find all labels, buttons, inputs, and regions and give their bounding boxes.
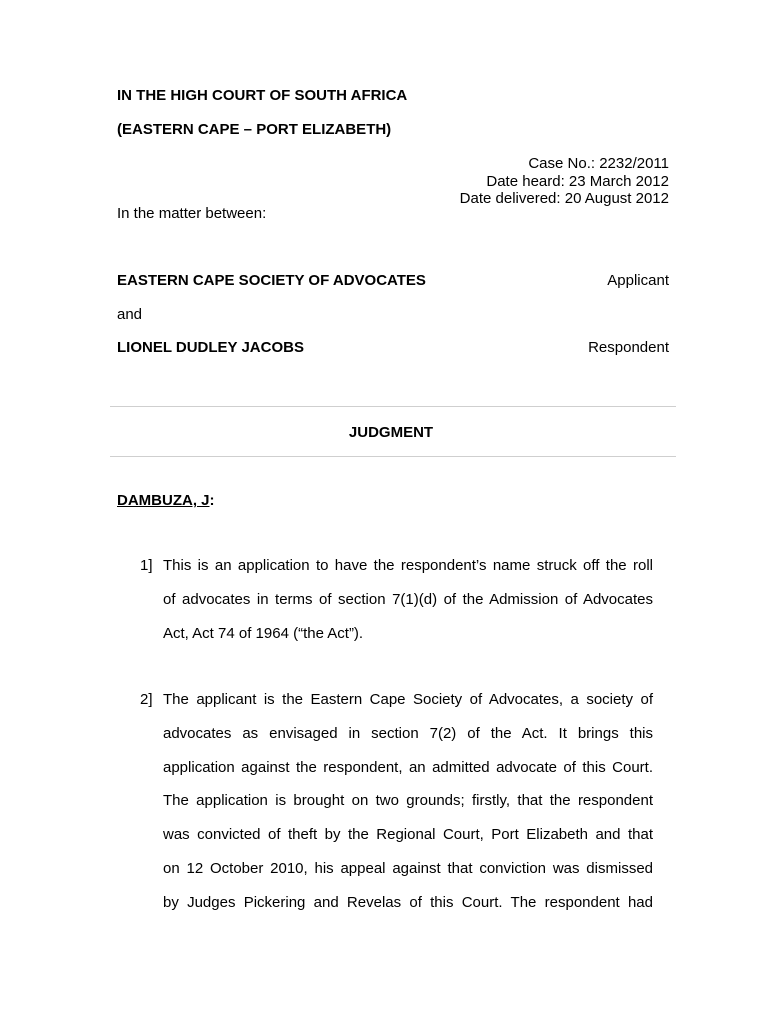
applicant-role: Applicant — [607, 272, 669, 289]
date-delivered: Date delivered: 20 August 2012 — [459, 190, 669, 207]
paragraph-line: The applicant is the Eastern Cape Society of Advocates, a society of — [163, 691, 653, 708]
paragraph-line: Act, Act 74 of 1964 (“the Act”). — [163, 624, 364, 642]
paragraph-line: advocates as envisaged in section 7(2) of the Act. It brings this — [163, 724, 653, 742]
court-division: (EASTERN CAPE – PORT ELIZABETH) — [117, 121, 392, 138]
paragraph-line: on 12 October 2010, his appeal against that conviction was dismissed — [163, 859, 653, 877]
paragraph-1 — [163, 549, 653, 650]
paragraph-number-2: 2] — [140, 691, 153, 708]
applicant-name: EASTERN CAPE SOCIETY OF ADVOCATES — [117, 272, 426, 289]
date-heard: Date heard: 23 March 2012 — [486, 172, 669, 190]
paragraph-line: This is an application to have the respondent’s name struck off the roll — [163, 557, 653, 574]
case-info — [460, 155, 669, 208]
judge-heading — [117, 492, 215, 509]
judge-suffix: : — [209, 492, 215, 509]
divider-bottom — [110, 456, 676, 457]
respondent-row — [117, 339, 669, 356]
judgment-title: JUDGMENT — [348, 424, 434, 441]
party-conjunction: and — [117, 306, 143, 323]
divider-top — [110, 406, 676, 407]
matter-intro: In the matter between: — [117, 205, 267, 222]
court-name: IN THE HIGH COURT OF SOUTH AFRICA — [117, 87, 408, 104]
paragraph-line: was convicted of theft by the Regional Court, Port Elizabeth and that — [163, 826, 653, 844]
paragraph-line: of advocates in terms of section 7(1)(d) of the Admission of Advocates — [163, 590, 653, 608]
paragraph-number-1: 1] — [140, 557, 153, 574]
judge-name: DAMBUZA, J — [117, 492, 210, 509]
applicant-row — [117, 272, 669, 289]
paragraph-2 — [163, 683, 653, 920]
paragraph-line: by Judges Pickering and Revelas of this Court. The respondent had — [163, 893, 653, 911]
paragraph-line: application against the respondent, an admitted advocate of this Court. — [163, 758, 653, 776]
case-number: Case No.: 2232/2011 — [528, 155, 669, 172]
respondent-name: LIONEL DUDLEY JACOBS — [117, 339, 304, 356]
paragraph-line: The application is brought on two grounds; firstly, that the respondent — [163, 792, 653, 810]
respondent-role: Respondent — [588, 339, 669, 356]
